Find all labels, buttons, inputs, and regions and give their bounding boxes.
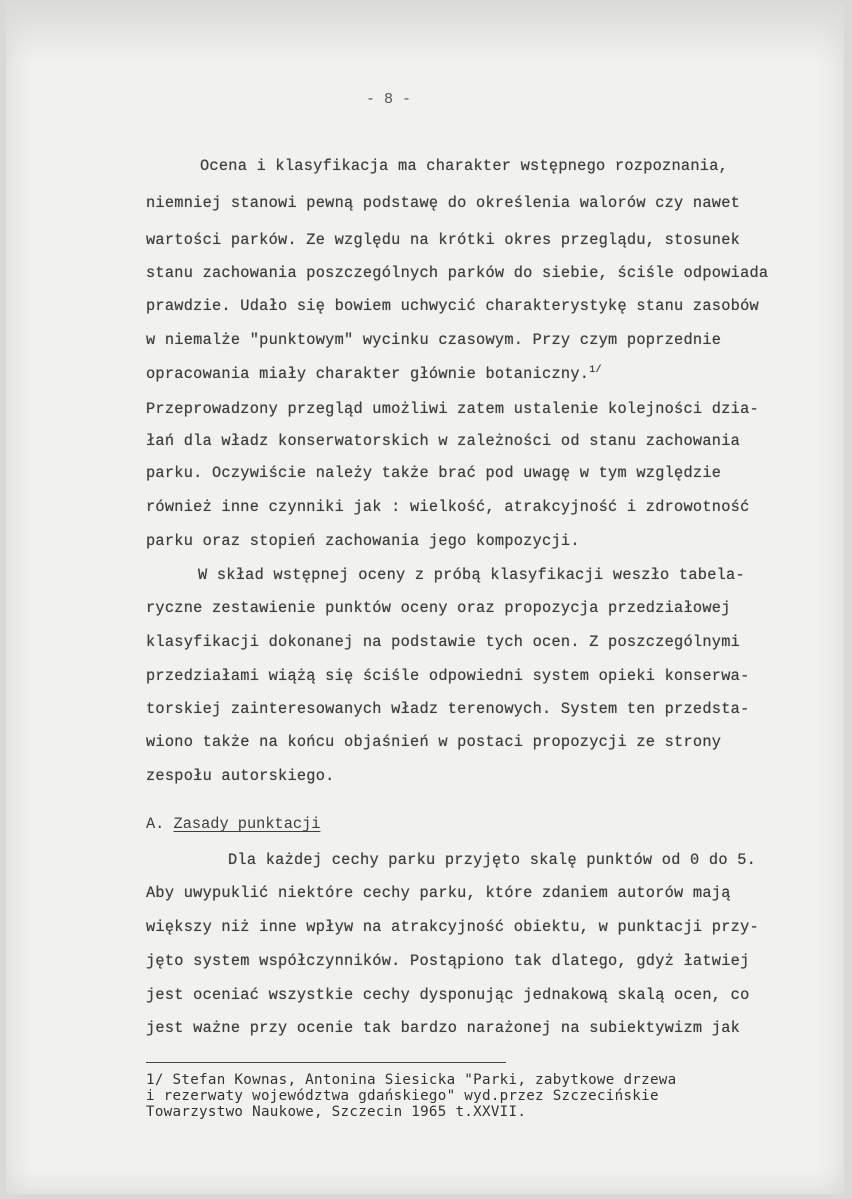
text-line: również inne czynniki jak : wielkość, atrakcyjność i zdrowotność [146, 498, 750, 516]
text-line: torskiej zainteresowanych władz terenowych. System ten przedsta- [146, 700, 750, 718]
text-line: w niemalże "punktowym" wycinku czasowym. Przy czym poprzednie [146, 331, 722, 349]
footnote-line: i rezerwaty województwa gdańskiego" wyd.przez Szczecińskie [146, 1088, 659, 1104]
text-line: niemniej stanowi pewną podstawę do określenia walorów czy nawet [146, 194, 741, 212]
text-line: Ocena i klasyfikacja ma charakter wstępnego rozpoznania, [200, 157, 729, 175]
text-line: wartości parków. Ze względu na krótki okres przeglądu, stosunek [146, 231, 741, 249]
footnote-line: 1/ Stefan Kownas, Antonina Siesicka "Parki, zabytkowe drzewa [146, 1072, 677, 1088]
text-line: stanu zachowania poszczególnych parków do siebie, ściśle odpowiada [146, 264, 769, 282]
text-line: przedziałami wiążą się ściśle odpowiedni system opieki konserwa- [146, 667, 750, 685]
text-line: ryczne zestawienie punktów oceny oraz propozycja przedziałowej [146, 599, 731, 617]
text-line: W skład wstępnej oceny z próbą klasyfikacji weszło tabela- [198, 566, 745, 584]
text-line: jest oceniać wszystkie cechy dysponując jednakową skalą ocen, co [146, 986, 750, 1004]
text-line: jęto system współczynników. Postąpiono tak dlatego, gdyż łatwiej [146, 952, 750, 970]
text-line [146, 365, 602, 383]
text-line: łań dla władz konserwatorskich w zależności od stanu zachowania [146, 432, 741, 450]
text-line: wiono także na końcu objaśnień w postaci propozycji ze strony [146, 733, 722, 751]
text-line: parku. Oczywiście należy także brać pod uwagę w tym względzie [146, 464, 722, 482]
scan-edge-shadow [6, 4, 844, 64]
text-line: Aby uwypuklić niektóre cechy parku, które zdaniem autorów mają [146, 884, 731, 902]
footnote-reference: 1/ [589, 365, 602, 376]
footnote-separator [146, 1062, 506, 1063]
footnote-line: Towarzystwo Naukowe, Szczecin 1965 t.XXVII. [146, 1104, 527, 1120]
text-line: klasyfikacji dokonanej na podstawie tych ocen. Z poszczególnymi [146, 633, 741, 651]
document-page [6, 4, 844, 1194]
text-line-content: opracowania miały charakter głównie botaniczny. [146, 365, 590, 384]
section-letter: A. [146, 815, 165, 833]
section-heading [146, 815, 320, 833]
section-title: Zasady punktacji [173, 815, 321, 833]
page-number: - 8 - [366, 91, 412, 108]
text-line: parku oraz stopień zachowania jego kompozycji. [146, 532, 580, 550]
text-line: zespołu autorskiego. [146, 767, 335, 785]
text-line: jest ważne przy ocenie tak bardzo narażonej na subiektywizm jak [146, 1019, 741, 1037]
text-line: większy niż inne wpływ na atrakcyjność obiektu, w punktacji przy- [146, 918, 759, 936]
text-line: Dla każdej cechy parku przyjęto skalę punktów od 0 do 5. [228, 851, 757, 869]
text-line: Przeprowadzony przegląd umożliwi zatem ustalenie kolejności dzia- [146, 400, 759, 418]
text-line: prawdzie. Udało się bowiem uchwycić charakterystykę stanu zasobów [146, 297, 759, 315]
